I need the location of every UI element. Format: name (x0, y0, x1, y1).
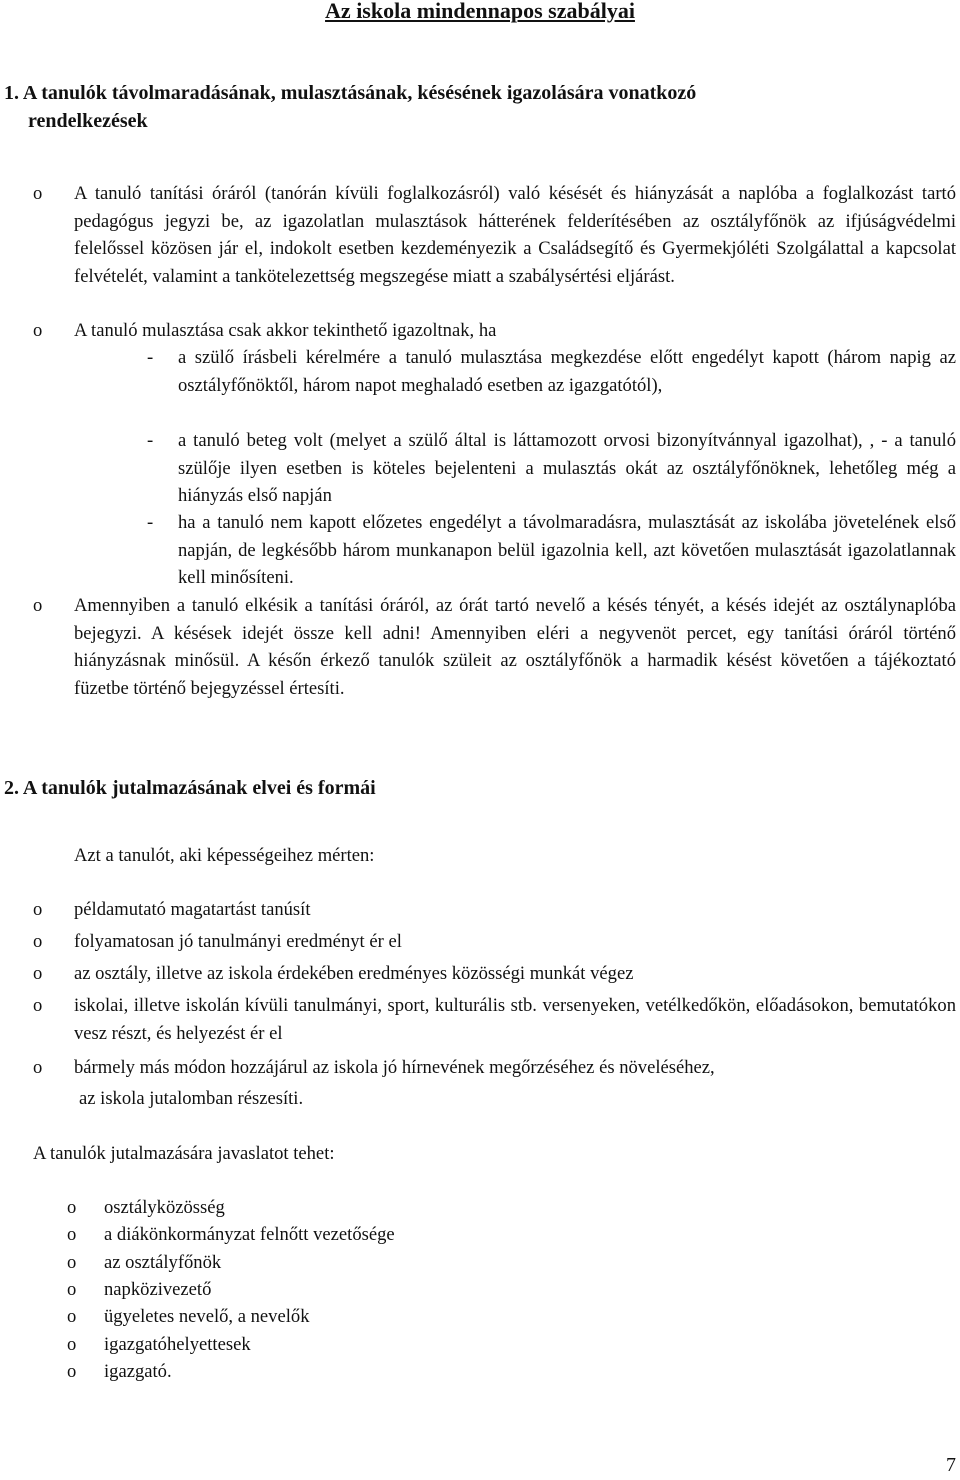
proposer-4: napközivezető (104, 1279, 212, 1300)
reward-criterion-4: iskolai, illetve iskolán kívüli tanulmányi, sport, kulturális stb. versenyeken, vetélkedőkön, előadásokon, bemutatókon vesz részt, és helyezést ér el (74, 995, 956, 1044)
bullet-marker: o (33, 995, 43, 1016)
bullet-marker: o (67, 1197, 77, 1218)
section-1-heading-line-1: 1. A tanulók távolmaradásának, mulasztásának, késésének igazolására vonatkozó (4, 82, 697, 104)
proposer-7: igazgató. (104, 1361, 172, 1382)
rule-item-1 (74, 180, 956, 290)
section-1-heading-line-2: rendelkezések (28, 110, 148, 132)
bullet-marker: o (33, 595, 43, 616)
condition-2: a tanuló beteg volt (melyet a szülő által is láttamozott orvosi bizonyítvánnyal igazolhat), , - a tanuló szülője ilyen esetben is köteles bejelenteni a mulasztás okát az osztályfőnöknek, lehetőleg még a hiányzás első napján (178, 430, 956, 506)
reward-intro: Azt a tanulót, aki képességeihez mérten: (74, 845, 375, 866)
reward-conclusion: az iskola jutalomban részesíti. (79, 1088, 304, 1109)
reward-criterion-3: az osztály, illetve az iskola érdekében eredményes közösségi munkát végez (74, 963, 634, 984)
page-title: Az iskola mindennapos szabályai (325, 0, 635, 23)
bullet-marker: o (67, 1334, 77, 1355)
proposal-intro: A tanulók jutalmazására javaslatot tehet: (33, 1143, 335, 1164)
rule-item-3: Amennyiben a tanuló elkésik a tanítási óráról, az órát tartó nevelő a késés tényét, a késés idejét az osztálynaplóba bejegyzi. A késések idejét össze kell adni! Amennyiben eléri a negyvenöt percet, egy tanítási óráról történő hiányzásnak minősül. A későn érkező tanulók szüleit az osztályfőnök a harmadik késést követően a tájékoztató füzetbe történő bejegyzéssel értesíti. (74, 595, 956, 699)
proposer-1: osztályközösség (104, 1197, 225, 1218)
bullet-marker: o (33, 899, 43, 920)
bullet-marker: o (33, 931, 43, 952)
dash-marker: - (147, 347, 154, 368)
bullet-marker: o (33, 1057, 43, 1078)
bullet-marker: o (67, 1279, 77, 1300)
dash-marker: - (147, 512, 154, 533)
reward-criterion-2: folyamatosan jó tanulmányi eredményt ér el (74, 931, 402, 952)
rule-item-2-intro: A tanuló mulasztása csak akkor tekinthető igazoltnak, ha (74, 320, 497, 341)
rule-item-1-text: A tanuló tanítási óráról (tanórán kívüli foglalkozásról) való késését és hiányzását a naplóba a foglalkozást tartó pedagógus jegyzi be, az igazolatlan mulasztások hátterének felderítésében az osztályfőnök az ifjúságvédelmi felelőssel közösen jár el, indokolt esetben kezdeményezik a Családsegítő és Gyermekjóléti Szolgálattal a kapcsolat felvételét, valamint a tankötelezettség megszegése miatt a szabálysértési eljárást. (74, 183, 956, 287)
bullet-marker: o (67, 1252, 77, 1273)
dash-marker: - (147, 430, 154, 451)
bullet-marker: o (33, 963, 43, 984)
condition-1: a szülő írásbeli kérelmére a tanuló mulasztása megkezdése előtt engedélyt kapott (három napig az osztályfőnöktől, három napot meghaladó esetben az igazgatótól), (178, 347, 956, 396)
reward-criterion-1: példamutató magatartást tanúsít (74, 899, 311, 920)
reward-criterion-5: bármely más módon hozzájárul az iskola jó hírnevének megőrzéséhez és növeléséhez, (74, 1057, 715, 1078)
proposer-3: az osztályfőnök (104, 1252, 222, 1273)
section-2-heading: 2. A tanulók jutalmazásának elvei és formái (4, 777, 376, 799)
bullet-marker: o (67, 1361, 77, 1382)
proposer-6: igazgatóhelyettesek (104, 1334, 251, 1355)
page-number: 7 (946, 1454, 956, 1476)
proposer-2: a diákönkormányzat felnőtt vezetősége (104, 1224, 395, 1245)
bullet-marker: o (67, 1306, 77, 1327)
proposer-5: ügyeletes nevelő, a nevelők (104, 1306, 310, 1327)
bullet-marker: o (67, 1224, 77, 1245)
bullet-marker: o (33, 320, 43, 341)
condition-3: ha a tanuló nem kapott előzetes engedélyt a távolmaradásra, mulasztását az iskolába jövetelének első napján, de legkésőbb három munkanapon belül igazolnia kell, azt követően mulasztását igazolatlannak kell minősíteni. (178, 512, 956, 588)
bullet-marker: o (33, 183, 43, 204)
